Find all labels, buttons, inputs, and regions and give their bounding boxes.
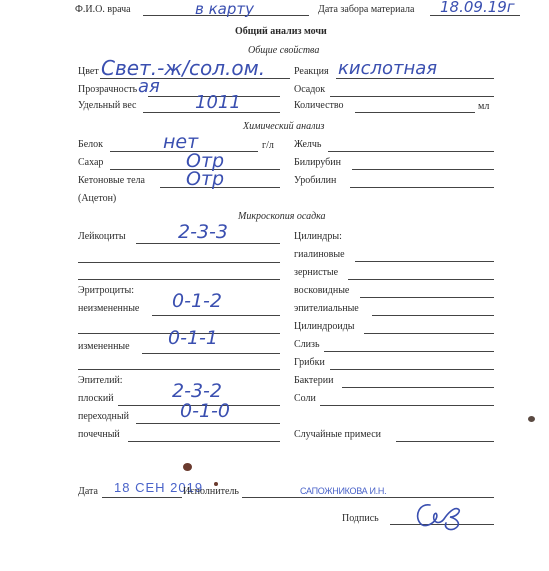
flat-value: 2-3-2 [172,380,222,402]
transparency-value: ая [138,76,160,97]
epithelial-cyl-line [372,315,494,316]
blank-line-4 [78,369,280,370]
sediment-label: Осадок [294,84,326,95]
cylinders-label: Цилиндры: [294,231,342,242]
bilirubin-line [352,169,494,170]
mucus-label: Слизь [294,339,320,350]
sample-date-label: Дата забора материала [318,4,415,15]
transitional-label: переходный [78,411,129,422]
ketone-value: Отр [186,168,225,190]
signature-label: Подпись [342,513,379,524]
waxy-line [360,297,494,298]
bile-label: Желчь [294,139,322,150]
protein-label: Белок [78,139,104,150]
fungi-label: Грибки [294,357,325,368]
waxy-label: восковидные [294,285,350,296]
fungi-line [330,369,494,370]
sediment-line [330,96,494,97]
leukocytes-label: Лейкоциты [78,231,126,242]
footer-date-line [102,497,182,498]
unchanged-line [152,315,280,316]
mucus-line [324,351,494,352]
changed-label: измененные [78,341,130,352]
leukocytes-line [136,243,280,244]
epithelium-label: Эпителий: [78,375,123,386]
quantity-line [355,112,475,113]
salts-label: Соли [294,393,316,404]
salts-line [320,405,494,406]
urobilin-line [350,187,494,188]
reaction-value: кислотная [338,58,438,79]
color-value: Свет.-ж/сол.ом. [101,56,266,80]
leukocytes-value: 2-3-3 [178,221,228,243]
quantity-label: Количество [294,100,344,111]
epithelial-cyl-label: эпителиальные [294,303,359,314]
doctor-label: Ф.И.О. врача [75,4,131,15]
renal-line [128,441,280,442]
bilirubin-label: Билирубин [294,157,341,168]
random-impurities-line [396,441,494,442]
doctor-value: в карту [195,0,254,18]
renal-label: почечный [78,429,120,440]
color-label: Цвет [78,66,99,77]
sugar-value: Отр [186,150,225,172]
ink-blot [183,463,192,471]
transitional-line [136,423,280,424]
cylindroids-label: Цилиндроиды [294,321,355,332]
general-section-title: Общие свойства [248,45,320,56]
date-stamp: 18 СЕН 2019 [114,480,204,495]
random-impurities-label: Случайные примеси [294,429,381,440]
bacteria-label: Бактерии [294,375,334,386]
unchanged-label: неизмененные [78,303,140,314]
urobilin-label: Уробилин [294,175,337,186]
density-value: 1011 [195,92,241,113]
ink-blot [214,482,218,486]
quantity-unit: мл [478,101,490,112]
handwritten-signature [410,497,470,533]
micro-section-title: Микроскопия осадка [238,211,326,222]
form-title: Общий анализ мочи [235,26,327,37]
acetone-label: (Ацетон) [78,193,117,204]
cylindroids-line [364,333,494,334]
hyaline-label: гиалиновые [294,249,345,260]
bacteria-line [342,387,494,388]
blank-line-2 [78,279,280,280]
transitional-value: 0-1-0 [180,400,230,422]
protein-unit: г/л [262,140,274,151]
erythrocytes-label: Эритроциты: [78,285,135,296]
reaction-label: Реакция [294,66,329,77]
ink-blot [528,416,535,422]
transparency-label: Прозрачность [78,84,138,95]
granular-label: зернистые [294,267,339,278]
protein-value: нет [163,131,199,153]
unchanged-value: 0-1-2 [172,290,222,312]
density-label: Удельный вес [78,100,137,111]
bile-line [328,151,494,152]
sample-date-value: 18.09.19г [440,0,515,16]
sugar-label: Сахар [78,157,104,168]
changed-value: 0-1-1 [168,327,218,349]
granular-line [348,279,494,280]
footer-date-label: Дата [78,486,98,497]
changed-line [142,353,280,354]
flat-label: плоский [78,393,114,404]
executor-stamp: САПОЖНИКОВА И.Н. [300,486,387,496]
hyaline-line [355,261,494,262]
executor-label: Исполнитель [183,486,239,497]
ketone-label: Кетоновые тела [78,175,145,186]
chemical-section-title: Химический анализ [243,121,325,132]
blank-line-1 [78,262,280,263]
